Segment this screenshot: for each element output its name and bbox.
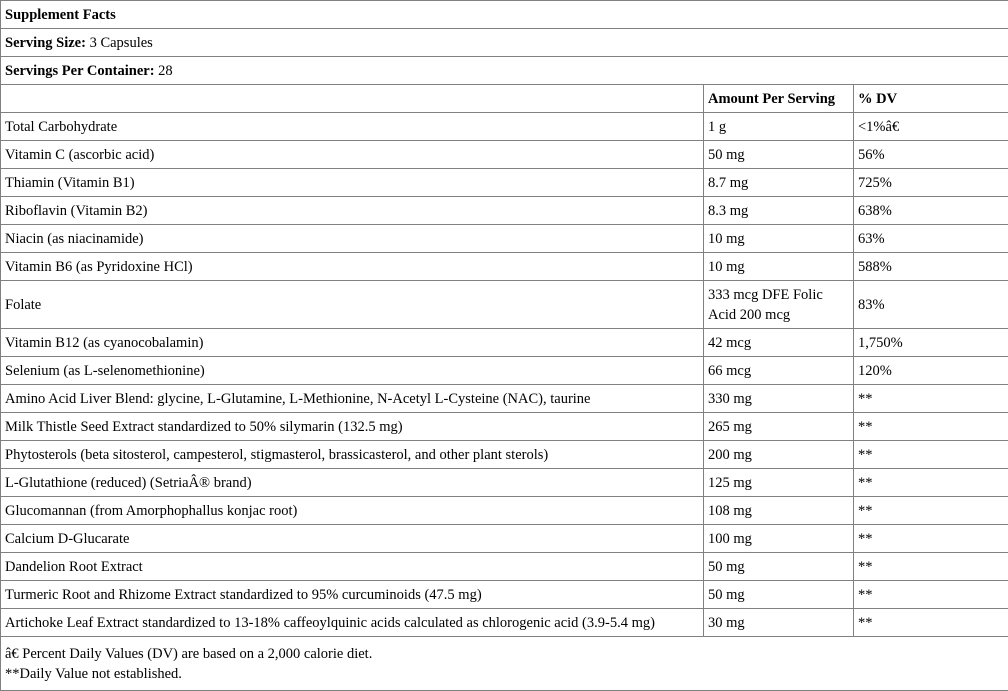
nutrient-amount: 333 mcg DFE Folic Acid 200 mcg xyxy=(704,281,854,329)
nutrient-dv: 1,750% xyxy=(854,329,1008,357)
nutrient-amount: 200 mg xyxy=(704,441,854,469)
servings-per-container-row xyxy=(1,57,1008,85)
title-row xyxy=(1,1,1008,29)
nutrient-name: Vitamin B12 (as cyanocobalamin) xyxy=(1,329,704,357)
table-row xyxy=(1,385,1008,413)
header-dv: % DV xyxy=(854,85,1008,113)
servings-per-container-cell xyxy=(1,57,1008,85)
table-title: Supplement Facts xyxy=(1,1,1008,29)
nutrient-amount: 1 g xyxy=(704,113,854,141)
nutrient-dv: 725% xyxy=(854,169,1008,197)
nutrient-dv: ** xyxy=(854,609,1008,637)
nutrient-name: Vitamin B6 (as Pyridoxine HCl) xyxy=(1,253,704,281)
table-row xyxy=(1,169,1008,197)
nutrient-dv: ** xyxy=(854,469,1008,497)
footnote-dv: â€ Percent Daily Values (DV) are based on a 2,000 calorie diet. xyxy=(5,644,1004,664)
nutrient-amount: 50 mg xyxy=(704,581,854,609)
nutrient-dv: 56% xyxy=(854,141,1008,169)
header-amount: Amount Per Serving xyxy=(704,85,854,113)
footnotes-cell xyxy=(1,637,1008,691)
nutrient-dv: 120% xyxy=(854,357,1008,385)
nutrient-dv: 588% xyxy=(854,253,1008,281)
nutrient-amount: 50 mg xyxy=(704,553,854,581)
nutrient-name: Phytosterols (beta sitosterol, campesterol, stigmasterol, brassicasterol, and other plant sterols) xyxy=(1,441,704,469)
nutrient-amount: 108 mg xyxy=(704,497,854,525)
nutrient-dv: 638% xyxy=(854,197,1008,225)
nutrient-name: Vitamin C (ascorbic acid) xyxy=(1,141,704,169)
nutrient-amount: 66 mcg xyxy=(704,357,854,385)
nutrient-amount: 8.7 mg xyxy=(704,169,854,197)
table-row xyxy=(1,497,1008,525)
table-row xyxy=(1,469,1008,497)
nutrient-name: Folate xyxy=(1,281,704,329)
nutrient-name: Amino Acid Liver Blend: glycine, L-Glutamine, L-Methionine, N-Acetyl L-Cysteine (NAC), taurine xyxy=(1,385,704,413)
nutrient-amount: 330 mg xyxy=(704,385,854,413)
nutrient-dv: ** xyxy=(854,497,1008,525)
nutrient-amount: 10 mg xyxy=(704,253,854,281)
table-row xyxy=(1,329,1008,357)
nutrient-dv: ** xyxy=(854,525,1008,553)
footnote-not-established: **Daily Value not established. xyxy=(5,664,1004,684)
nutrient-amount: 42 mcg xyxy=(704,329,854,357)
nutrient-amount: 100 mg xyxy=(704,525,854,553)
nutrient-amount: 50 mg xyxy=(704,141,854,169)
nutrient-name: Turmeric Root and Rhizome Extract standardized to 95% curcuminoids (47.5 mg) xyxy=(1,581,704,609)
nutrient-amount: 8.3 mg xyxy=(704,197,854,225)
nutrient-name: Glucomannan (from Amorphophallus konjac root) xyxy=(1,497,704,525)
table-row xyxy=(1,113,1008,141)
nutrient-dv: ** xyxy=(854,553,1008,581)
servings-per-container-value: 28 xyxy=(158,63,173,79)
table-row xyxy=(1,441,1008,469)
nutrient-dv: ** xyxy=(854,441,1008,469)
table-row xyxy=(1,581,1008,609)
table-row xyxy=(1,253,1008,281)
nutrient-name: Riboflavin (Vitamin B2) xyxy=(1,197,704,225)
serving-size-cell xyxy=(1,29,1008,57)
nutrient-dv: ** xyxy=(854,581,1008,609)
nutrient-dv: <1%â€ xyxy=(854,113,1008,141)
nutrient-name: Artichoke Leaf Extract standardized to 13-18% caffeoylquinic acids calculated as chlorogenic acid (3.9-5.4 mg) xyxy=(1,609,704,637)
serving-size-row xyxy=(1,29,1008,57)
table-row xyxy=(1,413,1008,441)
nutrient-name: Total Carbohydrate xyxy=(1,113,704,141)
serving-size-value: 3 Capsules xyxy=(90,35,153,51)
nutrient-name: Calcium D-Glucarate xyxy=(1,525,704,553)
table-row xyxy=(1,197,1008,225)
nutrient-amount: 125 mg xyxy=(704,469,854,497)
table-row xyxy=(1,281,1008,329)
header-row xyxy=(1,85,1008,113)
servings-per-container-label: Servings Per Container: xyxy=(5,63,155,79)
table-row xyxy=(1,609,1008,637)
table-row xyxy=(1,225,1008,253)
nutrient-amount: 30 mg xyxy=(704,609,854,637)
table-row xyxy=(1,141,1008,169)
table-row xyxy=(1,553,1008,581)
header-name xyxy=(1,85,704,113)
nutrient-dv: ** xyxy=(854,385,1008,413)
nutrient-name: Selenium (as L-selenomethionine) xyxy=(1,357,704,385)
serving-size-label: Serving Size: xyxy=(5,35,86,51)
footnotes-row xyxy=(1,637,1008,691)
nutrient-amount: 10 mg xyxy=(704,225,854,253)
nutrient-amount: 265 mg xyxy=(704,413,854,441)
nutrient-name: Thiamin (Vitamin B1) xyxy=(1,169,704,197)
table-row xyxy=(1,525,1008,553)
nutrient-name: Dandelion Root Extract xyxy=(1,553,704,581)
nutrient-dv: 63% xyxy=(854,225,1008,253)
nutrient-name: Niacin (as niacinamide) xyxy=(1,225,704,253)
nutrient-name: Milk Thistle Seed Extract standardized to 50% silymarin (132.5 mg) xyxy=(1,413,704,441)
nutrient-name: L-Glutathione (reduced) (SetriaÂ® brand) xyxy=(1,469,704,497)
nutrient-dv: ** xyxy=(854,413,1008,441)
nutrient-dv: 83% xyxy=(854,281,1008,329)
table-row xyxy=(1,357,1008,385)
